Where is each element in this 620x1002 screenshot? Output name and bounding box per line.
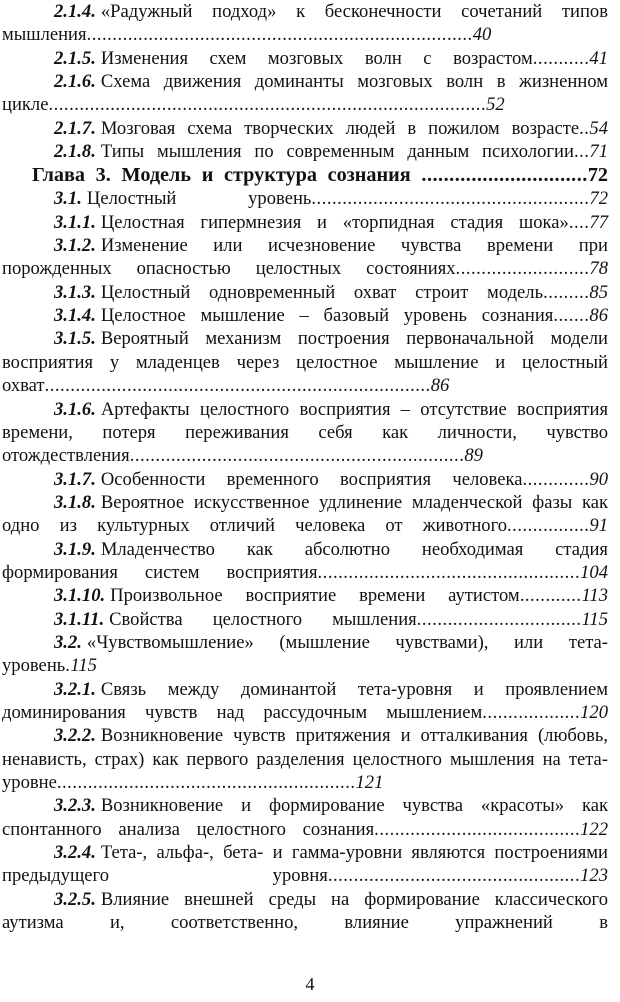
toc-entry-title: Тета-, альфа-, бета- и гамма-уровни являются построениями предыдущего уровня — [2, 842, 608, 887]
toc-entry-page: 77 — [589, 211, 608, 233]
toc-entry-number: 2.1.8. — [54, 141, 96, 163]
toc-entry — [2, 468, 608, 491]
toc-leader-dots: ...................................................... — [311, 188, 590, 210]
toc-entry-title: Вероятное искусственное удлинение младенческой фазы как одно из культурных отличий человека от животного — [2, 491, 608, 537]
toc-entry-number: 3.1.8. — [54, 491, 96, 513]
toc-entry-title: Влияние внешней среды на формирование классического аутизма и, соответственно, влияние упражнений в — [2, 888, 608, 934]
toc-entry-page: 104 — [580, 561, 608, 583]
toc-entry-page: 52 — [486, 94, 505, 116]
toc-entry-page: 120 — [580, 701, 608, 723]
toc-entry-number: 2.1.6. — [54, 71, 96, 93]
toc-entry — [2, 211, 608, 234]
toc-entry — [2, 538, 608, 585]
toc-entry-title: Артефакты целостного восприятия – отсутствие восприятия времени, потеря переживания себя как личности, чувство отождествления — [2, 398, 608, 467]
toc-entry — [2, 117, 608, 140]
toc-leader-dots: .......................................................... — [56, 772, 356, 793]
toc-entry-page: 86 — [430, 375, 450, 397]
toc-entry-page: 122 — [580, 818, 608, 840]
toc-entry-number: 3.1.1. — [54, 211, 96, 233]
toc-entry-number: 3.1. — [54, 188, 82, 210]
toc-entry — [2, 678, 608, 725]
toc-leader-dots: ....... — [553, 305, 590, 327]
toc-entry-number: 3.2. — [54, 631, 82, 653]
toc-entry-title: Вероятный механизм построения первоначальной модели восприятия у младенцев через целостное мышление и целостный охват — [2, 328, 608, 397]
toc-entry-number: 3.2.4. — [54, 842, 96, 864]
toc-entry-number: 3.2.5. — [54, 888, 96, 910]
toc-entry-page: 123 — [580, 865, 608, 887]
toc-leader-dots: ................... — [482, 701, 581, 723]
toc-entry-title: Возникновение чувств притяжения и отталкивания (любовь, ненависть, страх) как первого разделения целостного мышления на тета-уровне — [2, 725, 608, 793]
toc-entry-title: Особенности временного восприятия человека — [100, 468, 523, 490]
chapter-title: Глава 3. Модель и структура сознания — [32, 164, 411, 187]
toc-entry — [2, 608, 608, 631]
toc-entry-title: Произвольное восприятие времени аутистом — [110, 585, 520, 607]
toc-leader-dots: ............ — [519, 585, 582, 607]
toc-entry — [2, 187, 608, 210]
toc-entry — [2, 724, 608, 794]
toc-entry-title: Свойства целостного мышления — [109, 608, 417, 630]
toc-leader-dots: ... — [573, 141, 590, 163]
toc-leader-dots: ........................................................................... — [44, 375, 431, 397]
toc-entry-number: 3.1.4. — [54, 305, 96, 327]
toc-entry-title: «Чувствомышление» (мышление чувствами), или тета-уровень — [2, 631, 608, 677]
toc-entry-number: 2.1.4. — [54, 1, 96, 22]
toc-entry-title: Целостная гипермнезия и «торпидная стадия шока» — [100, 211, 569, 233]
toc-entry-page: 40 — [472, 24, 492, 46]
toc-entry-page: 78 — [589, 258, 608, 280]
toc-leader-dots: ................................ — [416, 608, 582, 630]
toc-entry — [2, 491, 608, 538]
toc-leader-dots: ............. — [522, 468, 590, 490]
toc-leader-dots: ................ — [507, 515, 590, 537]
toc-entry-page: 115 — [581, 608, 608, 630]
toc-entry-title: Целостный уровень — [86, 188, 312, 210]
toc-entry-number: 3.1.5. — [54, 328, 96, 350]
table-of-contents — [2, 0, 608, 934]
toc-entry — [2, 234, 608, 281]
toc-entry-title: Изменения схем мозговых волн с возрастом — [100, 47, 533, 69]
toc-entry-title: Мозговая схема творческих людей в пожилом возрасте — [100, 117, 580, 139]
toc-entry — [2, 327, 608, 397]
toc-leader-dots: .... — [568, 211, 590, 233]
toc-leader-dots: ......... — [543, 281, 590, 303]
toc-entry-title: Типы мышления по современным данным психологии — [100, 141, 574, 163]
toc-entry — [2, 398, 608, 468]
toc-entry-title: Целостное мышление – базовый уровень сознания — [100, 305, 554, 327]
toc-entry-number: 3.1.9. — [54, 538, 96, 560]
toc-entry — [2, 631, 608, 678]
toc-entry-page: 121 — [355, 772, 384, 793]
toc-leader-dots: ..................................................................................... — [48, 94, 487, 116]
toc-entry — [2, 0, 608, 47]
toc-entry — [2, 47, 608, 70]
toc-entry-page: 54 — [589, 117, 608, 139]
toc-entry-title: «Радужный подход» к бесконечности сочетаний типов мышления — [2, 1, 608, 46]
toc-entry — [2, 70, 608, 117]
toc-entry — [2, 281, 608, 304]
toc-entry-title: Связь между доминантой тета-уровня и проявлением доминирования чувств над рассудочным мышлением — [2, 678, 608, 723]
page-number: 4 — [305, 974, 315, 994]
toc-leader-dots: ................................................................. — [129, 445, 465, 467]
toc-entry-title: Изменение или исчезновение чувства времени при порожденных опасностью целостных состояниях — [2, 235, 608, 280]
toc-leader-dots: .......................... — [455, 258, 590, 280]
toc-leader-dots: ........................................ — [374, 818, 581, 840]
toc-leader-dots: ................................................. — [327, 865, 581, 887]
toc-leader-dots: ........... — [532, 47, 590, 69]
toc-entry-page: 41 — [589, 47, 608, 69]
toc-entry-page: 115 — [70, 655, 97, 677]
toc-entry-number: 2.1.7. — [54, 117, 96, 139]
toc-entry — [2, 140, 608, 163]
toc-leader-dots: .. — [579, 117, 590, 139]
toc-leader-dots: . — [65, 655, 71, 677]
toc-entry-page: 86 — [589, 305, 608, 327]
toc-leader-dots: .............................. — [421, 164, 588, 187]
toc-leader-dots: ........................................................................... — [86, 24, 473, 46]
toc-entry-number: 3.2.3. — [54, 795, 96, 817]
toc-entry-number: 3.2.1. — [54, 678, 96, 700]
toc-entry-number: 3.1.2. — [54, 235, 96, 257]
toc-entry-page: 91 — [589, 515, 608, 537]
toc-entry-title: Младенчество как абсолютно необходимая стадия формирования систем восприятия — [2, 538, 608, 583]
toc-entry-page: 72 — [589, 188, 608, 210]
toc-entry-page: 85 — [589, 281, 608, 303]
toc-entry — [2, 304, 608, 327]
toc-entry — [2, 841, 608, 888]
chapter-page: 72 — [587, 164, 608, 187]
toc-entry-page: 113 — [581, 585, 608, 607]
toc-entry-page: 89 — [464, 445, 483, 467]
toc-entry-number: 3.1.7. — [54, 468, 96, 490]
toc-entry-number: 2.1.5. — [54, 47, 96, 69]
toc-leader-dots: ................................................... — [317, 561, 581, 583]
toc-entry — [2, 794, 608, 841]
toc-entry-number: 3.1.6. — [54, 398, 96, 420]
chapter-heading — [2, 163, 608, 187]
toc-entry — [2, 888, 608, 935]
toc-entry-number: 3.2.2. — [54, 725, 96, 747]
toc-entry-number: 3.1.3. — [54, 281, 96, 303]
toc-entry-number: 3.1.10. — [54, 585, 106, 607]
toc-entry-page: 90 — [589, 468, 608, 490]
toc-entry — [2, 584, 608, 607]
toc-entry-title: Целостный одновременный охват строит модель — [100, 281, 544, 303]
toc-entry-page: 71 — [589, 141, 608, 163]
toc-entry-title: Схема движения доминанты мозговых волн в жизненном цикле — [2, 71, 608, 116]
toc-entry-title: Возникновение и формирование чувства «красоты» как спонтанного анализа целостного сознания — [2, 795, 608, 840]
toc-entry-number: 3.1.11. — [54, 608, 105, 630]
